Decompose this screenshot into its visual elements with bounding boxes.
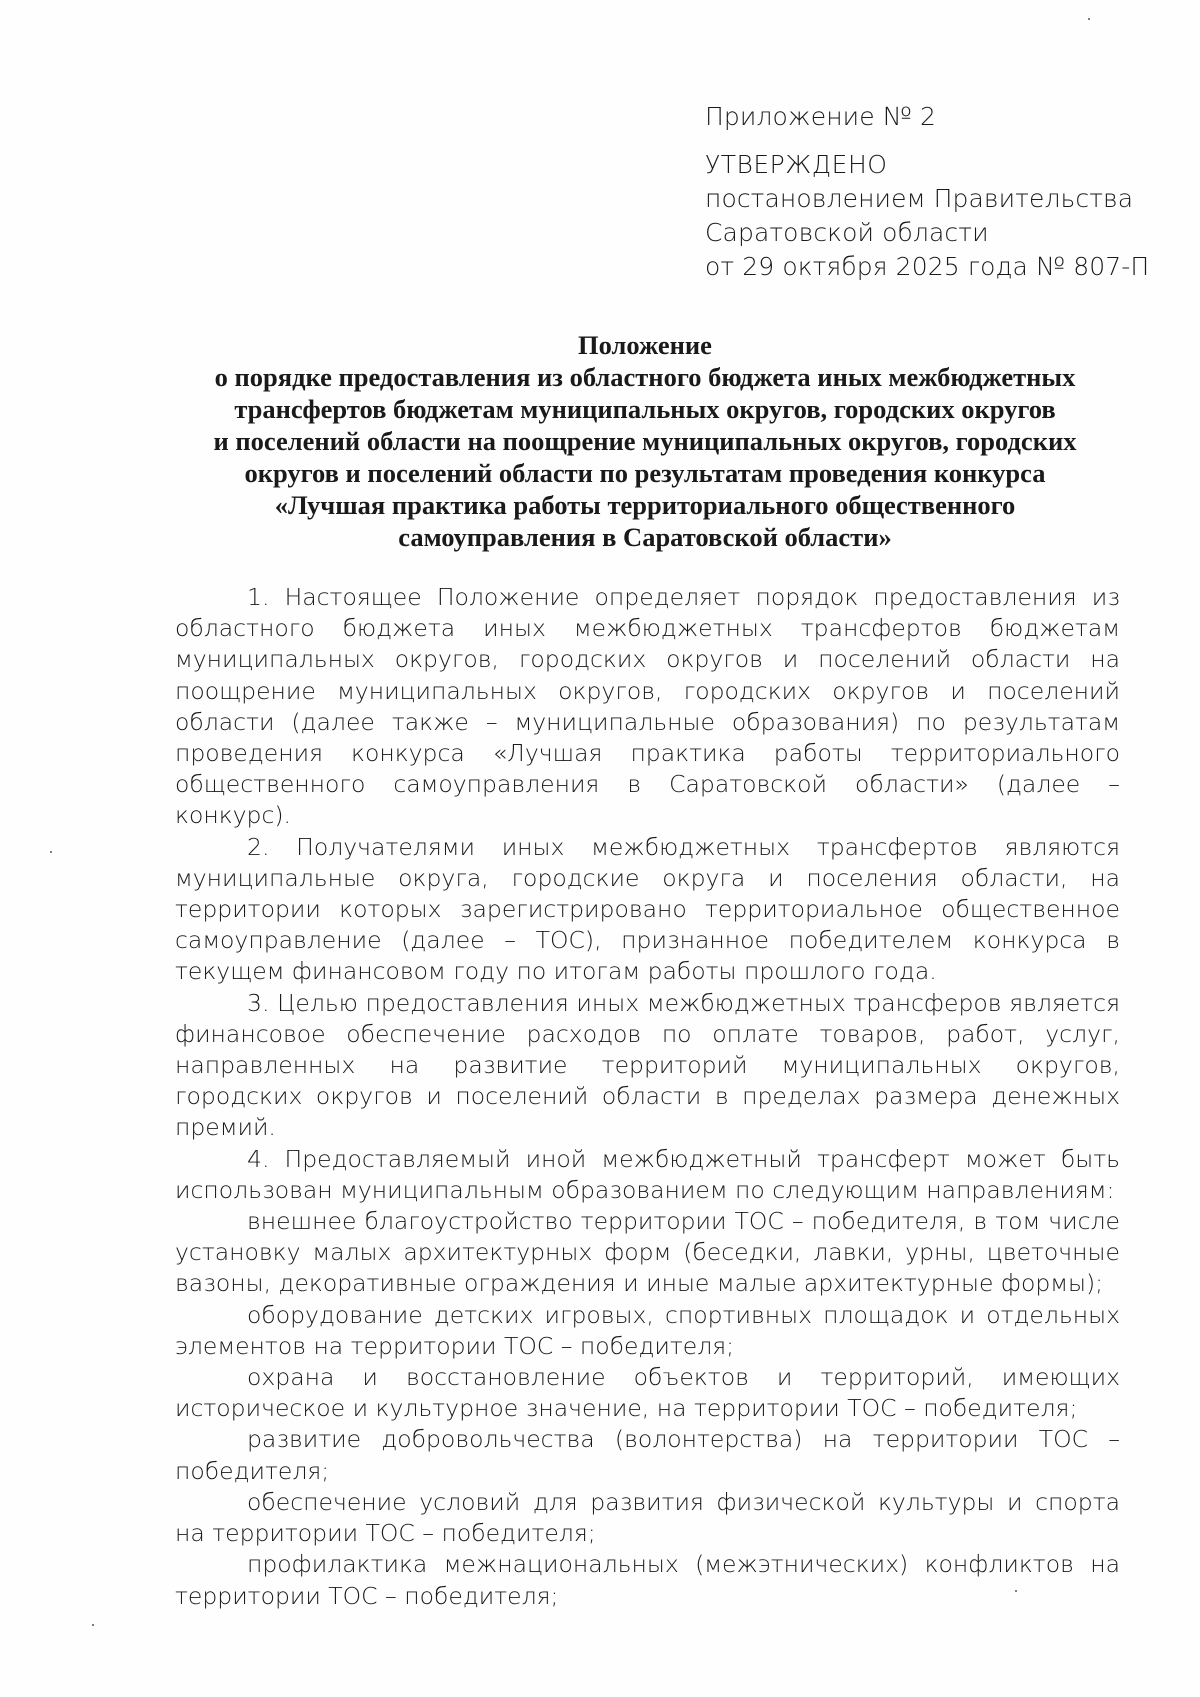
title-line: и поселений области на поощрение муниципальных округов, городских xyxy=(213,426,1077,456)
title-line: самоуправления в Саратовской области» xyxy=(398,522,892,552)
list-item-volunteering: развитие добровольчества (волонтерства) на территории ТОС – победителя; xyxy=(175,1425,1120,1485)
list-item-sports: обеспечение условий для развития физической культуры и спорта на территории ТОС – победителя; xyxy=(175,1487,1120,1548)
approval-stamp xyxy=(705,100,1150,284)
approved-by-line-1: постановлением Правительства xyxy=(705,184,1134,213)
approved-by-line-2: Саратовской области xyxy=(705,218,989,247)
title-line: о порядке предоставления из областного бюджета иных межбюджетных xyxy=(214,362,1076,392)
paragraph-2: 2. Получателями иных межбюджетных трансфертов являются муниципальные округа, городские округа и поселения области, на территории которых зарегистрировано территориальное общественное самоуправление (далее – ТОС), признанное победителем конкурса в текущем финансовом году по итогам работы прошлого года. xyxy=(175,832,1120,986)
list-item-playgrounds: оборудование детских игровых, спортивных площадок и отдельных элементов на территории ТОС – победителя; xyxy=(175,1300,1120,1360)
list-item-conflict-prevention: профилактика межнациональных (межэтнических) конфликтов на территории ТОС – победителя; xyxy=(175,1550,1120,1610)
paragraph-1: 1. Настоящее Положение определяет порядок предоставления из областного бюджета иных межбюджетных трансфертов бюджетам муниципальных округов, городских округов и поселений области на поощрение муниципальных округов, городских округов и поселений области (далее также – муниципальные образования) по результатам проведения конкурса «Лучшая практика работы территориального общественного самоуправления в Саратовской области» (далее – конкурс). xyxy=(175,583,1120,830)
paragraph-4: 4. Предоставляемый иной межбюджетный трансферт может быть использован муниципальным образованием по следующим направлениям: xyxy=(175,1144,1120,1204)
approved-by-line-3: от 29 октября 2025 года № 807-П xyxy=(705,252,1150,281)
paragraph-3: 3. Целью предоставления иных межбюджетных трансферов является финансовое обеспечение расходов по оплате товаров, работ, услуг, направленных на развитие территорий муниципальных округов, городских округов и поселений области в пределах размера денежных премий. xyxy=(175,988,1120,1142)
approved-label: УТВЕРЖДЕНО xyxy=(705,150,888,179)
title-line: округов и поселений области по результатам проведения конкурса xyxy=(244,458,1046,488)
title-line: Положение xyxy=(578,330,712,360)
appendix-number: Приложение № 2 xyxy=(705,102,937,131)
title-line: трансфертов бюджетам муниципальных округов, городских округов xyxy=(234,394,1056,424)
document-body xyxy=(175,582,1120,1612)
title-line: «Лучшая практика работы территориального общественного xyxy=(274,490,1016,520)
list-item-heritage: охрана и восстановление объектов и территорий, имеющих историческое и культурное значение, на территории ТОС – победителя; xyxy=(175,1363,1120,1423)
document-title xyxy=(160,329,1130,553)
list-item-landscaping: внешнее благоустройство территории ТОС – победителя, в том числе установку малых архитектурных форм (беседки, лавки, урны, цветочные вазоны, декоративные ограждения и иные малые архитектурные формы); xyxy=(175,1207,1120,1298)
